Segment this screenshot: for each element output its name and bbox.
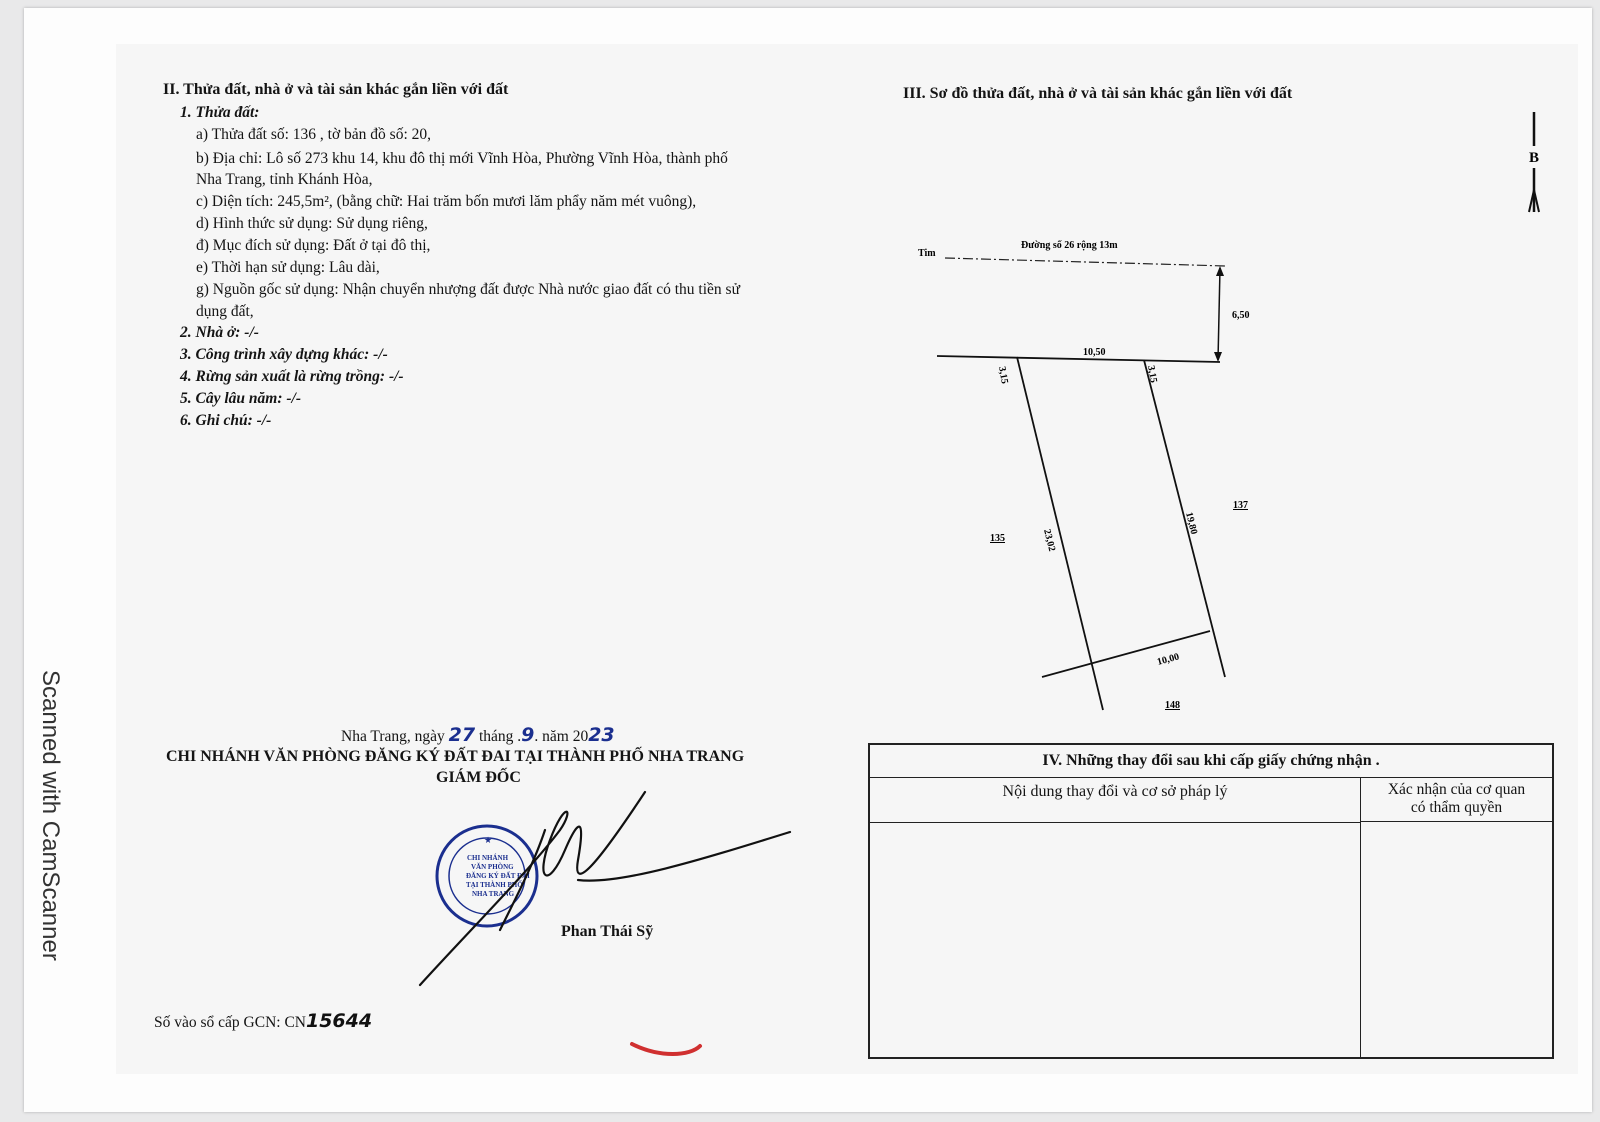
svg-text:VĂN PHÒNG: VĂN PHÒNG bbox=[471, 863, 514, 871]
changes-table bbox=[868, 743, 1554, 1059]
usage-purpose: đ) Mục đích sử dụng: Đất ở tại đô thị, bbox=[196, 237, 431, 254]
col2-line1: Xác nhận của cơ quan bbox=[1387, 781, 1526, 798]
reg-number: 15644 bbox=[305, 1010, 373, 1032]
col-authority-confirmation bbox=[1360, 777, 1552, 822]
camscanner-watermark: Scanned with CamScanner bbox=[37, 670, 64, 961]
reg-prefix: Số vào sổ cấp GCN: CN bbox=[154, 1014, 306, 1031]
section4-title: IV. Những thay đổi sau khi cấp giấy chứng nhận . bbox=[870, 745, 1552, 778]
section2-title: II. Thửa đất, nhà ở và tài sản khác gắn liền với đất bbox=[163, 81, 509, 98]
usage-form: d) Hình thức sử dụng: Sử dụng riêng, bbox=[196, 215, 428, 232]
usage-origin-line1: g) Nguồn gốc sử dụng: Nhận chuyển nhượng đất được Nhà nước giao đất có thu tiền sử bbox=[196, 281, 740, 298]
svg-text:★: ★ bbox=[484, 835, 493, 845]
usage-term: e) Thời hạn sử dụng: Lâu dài, bbox=[196, 259, 380, 276]
dim-right-short: 3,15 bbox=[1145, 364, 1159, 384]
red-seal-mark bbox=[632, 1044, 700, 1054]
north-arrow-icon bbox=[1529, 112, 1539, 212]
parcel-area: c) Diện tích: 245,5m², (bằng chữ: Hai trăm bốn mươi lăm phẩy năm mét vuông), bbox=[196, 193, 697, 210]
note-row: 6. Ghi chú: -/- bbox=[180, 412, 272, 429]
column-divider bbox=[1360, 822, 1361, 1057]
usage-origin-line2: dụng đất, bbox=[196, 303, 254, 320]
date-day: 27 bbox=[448, 724, 476, 746]
parcel-back-side bbox=[1042, 631, 1210, 677]
signing-date bbox=[341, 724, 615, 746]
parcel-heading: 1. Thửa đất: bbox=[180, 104, 260, 121]
dim-right: 19,80 bbox=[1183, 511, 1200, 536]
col2-line2: có thẩm quyền bbox=[1410, 799, 1503, 816]
parcel-number: a) Thửa đất số: 136 , tờ bản đồ số: 20, bbox=[196, 126, 432, 143]
dim-top-right: 6,50 bbox=[1232, 310, 1250, 321]
house-row: 2. Nhà ở: -/- bbox=[180, 324, 259, 341]
section3-title: III. Sơ đồ thửa đất, nhà ở và tài sản khác gắn liền với đất bbox=[903, 85, 1293, 102]
neighbor-right: 137 bbox=[1233, 500, 1248, 511]
dim-left-short: 3,15 bbox=[996, 365, 1010, 385]
arrow-head-top-icon bbox=[1216, 266, 1224, 276]
svg-text:CHI NHÁNH: CHI NHÁNH bbox=[467, 854, 509, 862]
date-prefix: Nha Trang, ngày bbox=[341, 728, 445, 745]
dim-front: 10,50 bbox=[1083, 347, 1106, 358]
col-change-content: Nội dung thay đổi và cơ sở pháp lý bbox=[870, 777, 1360, 823]
svg-text:ĐĂNG KÝ ĐẤT ĐAI: ĐĂNG KÝ ĐẤT ĐAI bbox=[466, 872, 530, 880]
signer-name: Phan Thái Sỹ bbox=[561, 923, 654, 940]
street-centerline bbox=[945, 258, 1226, 266]
date-month: 9 bbox=[521, 724, 535, 746]
neighbor-back: 148 bbox=[1165, 700, 1180, 711]
parcel-address-line2: Nha Trang, tỉnh Khánh Hòa, bbox=[196, 171, 373, 188]
registration-number bbox=[154, 1010, 372, 1032]
forest-row: 4. Rừng sản xuất là rừng trồng: -/- bbox=[180, 368, 404, 385]
frontage-line bbox=[937, 356, 1220, 362]
north-label: B bbox=[1529, 150, 1540, 166]
construction-row: 3. Công trình xây dựng khác: -/- bbox=[180, 346, 388, 363]
dim-arrow-vertical bbox=[1218, 268, 1220, 360]
parcel-left-side bbox=[1017, 357, 1103, 710]
svg-text:NHA TRANG: NHA TRANG bbox=[472, 890, 515, 898]
parcel-address-line1: b) Địa chỉ: Lô số 273 khu 14, khu đô thị mới Vĩnh Hòa, Phường Vĩnh Hòa, thành phố bbox=[196, 150, 728, 167]
svg-text:TẠI THÀNH PHỐ: TẠI THÀNH PHỐ bbox=[466, 881, 523, 889]
year-prefix: . năm 20 bbox=[534, 728, 589, 745]
dim-back: 10,00 bbox=[1155, 651, 1181, 668]
tim-label: Tim bbox=[918, 248, 936, 259]
street-label: Đường số 26 rộng 13m bbox=[1021, 240, 1118, 251]
perennial-row: 5. Cây lâu năm: -/- bbox=[180, 390, 301, 407]
neighbor-left: 135 bbox=[990, 533, 1005, 544]
arrow-head-bottom-icon bbox=[1214, 352, 1222, 362]
dim-left: 23,02 bbox=[1041, 528, 1058, 553]
issuing-office: CHI NHÁNH VĂN PHÒNG ĐĂNG KÝ ĐẤT ĐAI TẠI THÀNH PHỐ NHA TRANG bbox=[166, 748, 745, 765]
signer-role: GIÁM ĐỐC bbox=[436, 769, 521, 786]
date-year: 23 bbox=[588, 724, 615, 746]
month-prefix: tháng . bbox=[478, 728, 522, 745]
